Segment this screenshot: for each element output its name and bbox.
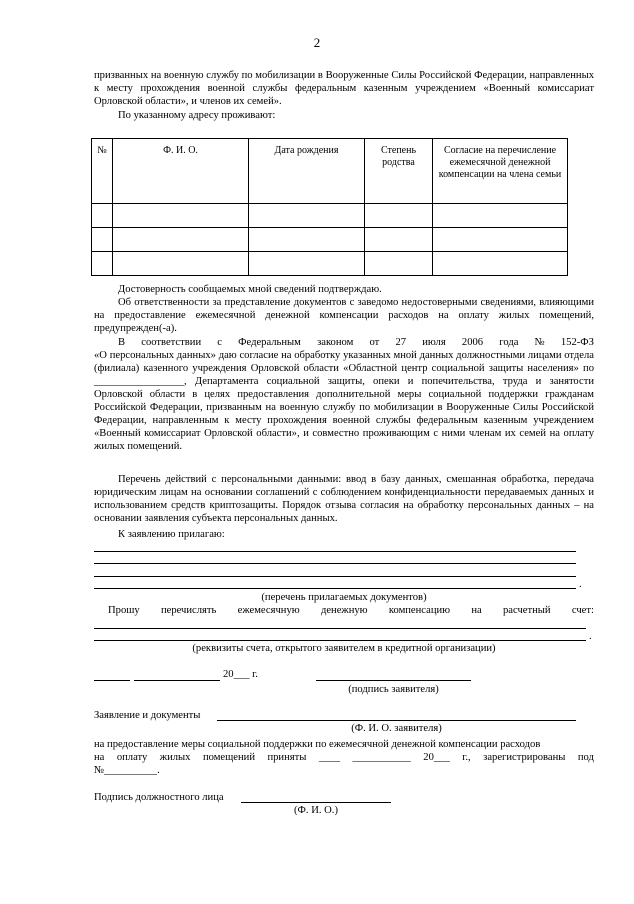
- consent-word: от: [369, 337, 380, 348]
- applicant-fio-line[interactable]: [217, 720, 576, 721]
- date-month-line[interactable]: [134, 680, 220, 681]
- consent-word: года: [499, 337, 519, 348]
- consent-first-line: [118, 336, 594, 349]
- accepted-word: зарегистрированы: [483, 752, 566, 763]
- table-row: [92, 228, 568, 252]
- accepted-word: помещений: [202, 752, 255, 763]
- consent-word: №: [534, 337, 545, 348]
- consent-word: законом: [317, 337, 354, 348]
- request-word: счет:: [571, 605, 594, 616]
- official-signature-label: Подпись должностного лица: [94, 792, 224, 803]
- table-cell[interactable]: [113, 252, 249, 276]
- accepted-line-1: на предоставление меры социальной поддержки по ежемесячной денежной компенсации расходов: [94, 739, 541, 750]
- page-number: 2: [313, 35, 321, 50]
- table-cell[interactable]: [433, 252, 568, 276]
- account-line[interactable]: [94, 628, 586, 629]
- request-word: перечислять: [160, 605, 217, 616]
- table-cell[interactable]: [365, 252, 433, 276]
- header-birth-date: Дата рождения: [249, 139, 365, 204]
- request-word: ежемесячную: [237, 605, 300, 616]
- accepted-word: оплату: [116, 752, 148, 763]
- table-cell[interactable]: [365, 228, 433, 252]
- accepted-word: 20___: [423, 752, 450, 763]
- request-word: денежную: [320, 605, 368, 616]
- header-fio: Ф. И. О.: [113, 139, 249, 204]
- table-cell[interactable]: [365, 204, 433, 228]
- accepted-word: жилых: [159, 752, 191, 763]
- request-word: компенсацию: [388, 605, 451, 616]
- liability-statement: Об ответственности за представление документов с заведомо недостоверными сведениями, влияющими на предоставление ежемесячной денежной компенсации расходов на оплату жилых помещений, предупрежден(-а).: [94, 297, 594, 334]
- confirm-statement: Достоверность сообщаемых мной сведений подтверждаю.: [118, 284, 382, 295]
- table-cell[interactable]: [249, 228, 365, 252]
- attachment-line[interactable]: [94, 551, 576, 552]
- accepted-word: ___________: [352, 752, 411, 763]
- request-word: расчетный: [502, 605, 551, 616]
- table-cell[interactable]: [92, 204, 113, 228]
- registration-number: №__________.: [94, 765, 160, 776]
- applicant-fio-caption: (Ф. И. О. заявителя): [351, 723, 442, 734]
- request-word: Прошу: [108, 605, 140, 616]
- header-relation: Степень родства: [365, 139, 433, 204]
- attach-caption: (перечень прилагаемых документов): [261, 592, 427, 603]
- account-period: .: [589, 631, 592, 642]
- table-row: [92, 204, 568, 228]
- accepted-word: г.,: [462, 752, 471, 763]
- consent-word: 27: [395, 337, 407, 348]
- consent-word: Федеральным: [238, 337, 301, 348]
- attachment-line[interactable]: [94, 563, 576, 564]
- actions-paragraph: Перечень действий с персональными данными: ввод в базу данных, смешанная обработка, передача юридическим лицам на основании соглашений с соблюдением конфиденциальности передаваемых данных и использованием средств криптозащиты. Порядок отзыва согласия на обработку персональных данных – на основании заявления субъекта персональных данных.: [94, 474, 594, 524]
- account-line[interactable]: [94, 640, 586, 641]
- attachment-period: .: [579, 579, 582, 590]
- table-cell[interactable]: [113, 228, 249, 252]
- account-caption: (реквизиты счета, открытого заявителем в кредитной организации): [192, 643, 496, 654]
- date-year: 20___ г.: [223, 669, 258, 680]
- official-fio-caption: (Ф. И. О.): [294, 805, 338, 816]
- table-cell[interactable]: [92, 228, 113, 252]
- docs-label: Заявление и документы: [94, 710, 201, 721]
- residents-label: По указанному адресу проживают:: [118, 110, 276, 121]
- attachment-line[interactable]: [94, 588, 576, 589]
- consent-word: с: [217, 337, 222, 348]
- accepted-word: приняты: [267, 752, 307, 763]
- signature-line[interactable]: [316, 680, 471, 681]
- accepted-word: на: [94, 752, 105, 763]
- attachment-line[interactable]: [94, 576, 576, 577]
- table-cell[interactable]: [249, 204, 365, 228]
- table-cell[interactable]: [113, 204, 249, 228]
- consent-paragraph: «О персональных данных» даю согласие на обработку указанных мной данных должностными лицами отдела (филиала) казенного учреждения Орловской области «Областной центр социальной защиты населения» по _________________, Департамента социальной защиты, опеки и попечительства, труда и занятости Орловской области в целях предоставления дополнительной меры социальной поддержки гражданам Российской Федерации, призванным на военную службу по мобилизации в Вооруженные Силы Российской Федерации, направленным к месту прохождения военной службы федеральным казенным учреждением «Военный комиссариат Орловской области», и совместно проживающим с ними членам их семей на оплату жилых помещений.: [94, 350, 594, 452]
- official-signature-line[interactable]: [241, 802, 391, 803]
- table-header-row: [92, 139, 568, 204]
- accepted-line-2: [94, 751, 594, 764]
- consent-word: В: [118, 337, 126, 348]
- request-line: [108, 604, 594, 617]
- consent-word: соответствии: [141, 337, 202, 348]
- accepted-word: ____: [318, 752, 341, 763]
- table-cell[interactable]: [433, 204, 568, 228]
- accepted-word: под: [577, 752, 594, 763]
- attach-label: К заявлению прилагаю:: [118, 529, 225, 540]
- header-consent: Согласие на перечисление ежемесячной денежной компенсации на члена семьи: [433, 139, 568, 204]
- date-day-line[interactable]: [94, 680, 130, 681]
- table-cell[interactable]: [92, 252, 113, 276]
- signature-caption: (подпись заявителя): [348, 684, 439, 695]
- table-cell[interactable]: [249, 252, 365, 276]
- header-number: №: [92, 139, 113, 204]
- consent-word: июля: [422, 337, 446, 348]
- consent-word: 2006: [461, 337, 484, 348]
- request-word: на: [471, 605, 482, 616]
- consent-word: 152-ФЗ: [560, 337, 594, 348]
- table-cell[interactable]: [433, 228, 568, 252]
- table-row: [92, 252, 568, 276]
- intro-paragraph: призванных на военную службу по мобилизации в Вооруженные Силы Российской Федерации, направленных к месту прохождения военной службы федеральным казенным учреждением «Военный комиссариат Орловской области», и членов их семей».: [94, 70, 594, 107]
- residents-table: [91, 138, 568, 276]
